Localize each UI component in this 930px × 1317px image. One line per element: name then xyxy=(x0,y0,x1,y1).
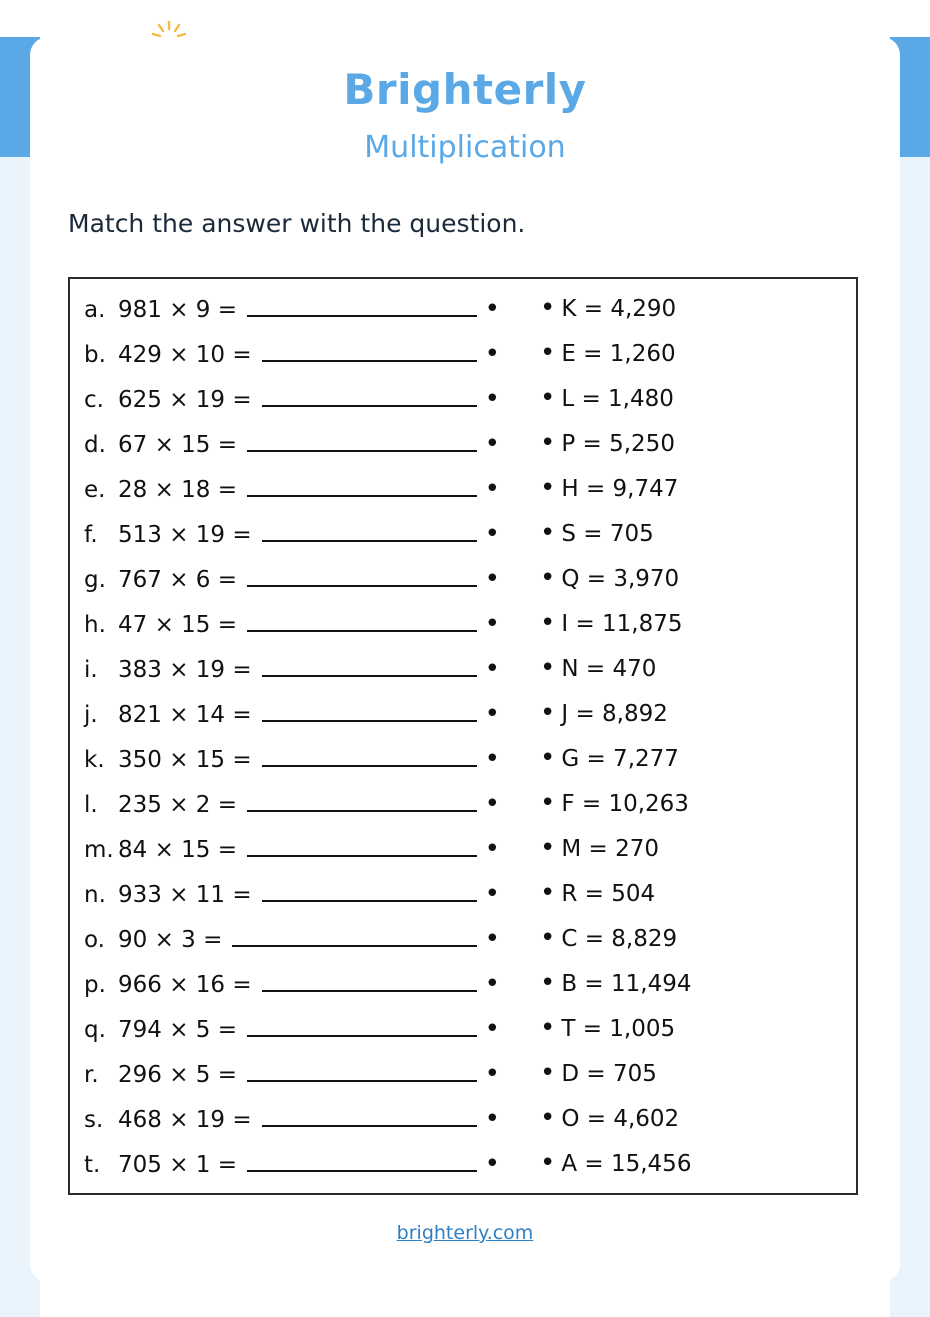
match-dot[interactable]: • xyxy=(540,1058,556,1088)
match-dot[interactable]: • xyxy=(484,564,500,594)
question-row xyxy=(84,610,500,655)
question-expression: 767 × 6 = xyxy=(118,567,238,593)
answer-text: S = 705 xyxy=(561,521,654,547)
question-label: o. xyxy=(84,927,105,953)
question-label: h. xyxy=(84,612,106,638)
match-dot[interactable]: • xyxy=(540,923,556,953)
question-row xyxy=(84,565,500,610)
question-label: q. xyxy=(84,1017,106,1043)
question-expression: 235 × 2 = xyxy=(118,792,238,818)
question-row xyxy=(84,790,500,835)
question-label: e. xyxy=(84,477,106,503)
answer-text: O = 4,602 xyxy=(561,1106,680,1132)
answer-row[interactable] xyxy=(540,970,856,1015)
answer-row[interactable] xyxy=(540,655,856,700)
answer-row[interactable] xyxy=(540,880,856,925)
match-dot[interactable]: • xyxy=(540,968,556,998)
question-row xyxy=(84,745,500,790)
match-dot[interactable]: • xyxy=(484,834,500,864)
question-label: t. xyxy=(84,1152,101,1178)
answer-blank[interactable] xyxy=(247,295,477,317)
answers-column xyxy=(500,279,856,1193)
answer-row[interactable] xyxy=(540,295,856,340)
question-expression: 933 × 11 = xyxy=(118,882,252,908)
question-row xyxy=(84,295,500,340)
worksheet-card xyxy=(30,37,900,1282)
answer-text: N = 470 xyxy=(561,656,657,682)
footer-link[interactable]: brighterly.com xyxy=(396,1222,534,1244)
match-dot[interactable]: • xyxy=(540,878,556,908)
answer-row[interactable] xyxy=(540,1105,856,1150)
answer-row[interactable] xyxy=(540,475,856,520)
match-dot[interactable]: • xyxy=(484,789,500,819)
question-row xyxy=(84,340,500,385)
question-row xyxy=(84,970,500,1015)
question-expression: 821 × 14 = xyxy=(118,702,252,728)
answer-row[interactable] xyxy=(540,925,856,970)
match-dot[interactable]: • xyxy=(540,743,556,773)
answer-row[interactable] xyxy=(540,520,856,565)
answer-blank[interactable] xyxy=(247,835,477,857)
question-expression: 47 × 15 = xyxy=(118,612,238,638)
answer-blank[interactable] xyxy=(262,1105,477,1127)
answer-row[interactable] xyxy=(540,385,856,430)
match-dot[interactable]: • xyxy=(540,608,556,638)
questions-column xyxy=(70,279,500,1193)
question-label: n. xyxy=(84,882,106,908)
match-dot[interactable]: • xyxy=(484,1149,500,1179)
answer-text: K = 4,290 xyxy=(561,296,677,322)
question-expression: 794 × 5 = xyxy=(118,1017,238,1043)
match-dot[interactable]: • xyxy=(484,474,500,504)
question-expression: 705 × 1 = xyxy=(118,1152,238,1178)
answer-row[interactable] xyxy=(540,835,856,880)
match-dot[interactable]: • xyxy=(540,563,556,593)
answer-text: A = 15,456 xyxy=(561,1151,692,1177)
match-dot[interactable]: • xyxy=(484,339,500,369)
question-row xyxy=(84,700,500,745)
answer-blank[interactable] xyxy=(247,1015,477,1037)
answer-text: P = 5,250 xyxy=(561,431,675,457)
answer-blank[interactable] xyxy=(262,970,477,992)
question-row xyxy=(84,520,500,565)
question-label: p. xyxy=(84,972,106,998)
question-label: c. xyxy=(84,387,104,413)
match-dot[interactable]: • xyxy=(540,293,556,323)
question-expression: 84 × 15 = xyxy=(118,837,238,863)
answer-text: D = 705 xyxy=(561,1061,657,1087)
match-dot[interactable]: • xyxy=(540,428,556,458)
answer-row[interactable] xyxy=(540,790,856,835)
answer-text: T = 1,005 xyxy=(561,1016,676,1042)
question-row xyxy=(84,475,500,520)
question-label: d. xyxy=(84,432,106,458)
question-label: j. xyxy=(84,702,98,728)
match-dot[interactable]: • xyxy=(540,833,556,863)
answer-row[interactable] xyxy=(540,1150,856,1195)
question-row xyxy=(84,1060,500,1105)
question-label: g. xyxy=(84,567,106,593)
question-row xyxy=(84,655,500,700)
match-dot[interactable]: • xyxy=(484,699,500,729)
match-dot[interactable]: • xyxy=(484,609,500,639)
answer-blank[interactable] xyxy=(262,655,477,677)
question-label: a. xyxy=(84,297,106,323)
answer-row[interactable] xyxy=(540,565,856,610)
match-dot[interactable]: • xyxy=(540,518,556,548)
question-expression: 383 × 19 = xyxy=(118,657,252,683)
answer-text: J = 8,892 xyxy=(561,701,668,727)
answer-text: I = 11,875 xyxy=(561,611,683,637)
brand-name: Brighterly xyxy=(343,65,587,114)
answer-text: L = 1,480 xyxy=(561,386,674,412)
question-row xyxy=(84,385,500,430)
question-label: i. xyxy=(84,657,98,683)
answer-text: M = 270 xyxy=(561,836,659,862)
answer-blank[interactable] xyxy=(262,700,477,722)
match-dot[interactable]: • xyxy=(484,384,500,414)
question-label: s. xyxy=(84,1107,104,1133)
question-row xyxy=(84,430,500,475)
brand-logo xyxy=(30,37,900,114)
answer-row[interactable] xyxy=(540,430,856,475)
answer-text: Q = 3,970 xyxy=(561,566,680,592)
question-expression: 429 × 10 = xyxy=(118,342,252,368)
answer-blank[interactable] xyxy=(247,565,477,587)
answer-text: G = 7,277 xyxy=(561,746,679,772)
question-expression: 625 × 19 = xyxy=(118,387,252,413)
match-dot[interactable]: • xyxy=(484,429,500,459)
answer-blank[interactable] xyxy=(247,430,477,452)
match-dot[interactable]: • xyxy=(540,383,556,413)
match-dot[interactable]: • xyxy=(484,924,500,954)
question-expression: 966 × 16 = xyxy=(118,972,252,998)
question-label: f. xyxy=(84,522,98,548)
answer-text: E = 1,260 xyxy=(561,341,676,367)
question-expression: 67 × 15 = xyxy=(118,432,238,458)
question-expression: 513 × 19 = xyxy=(118,522,252,548)
question-label: r. xyxy=(84,1062,99,1088)
match-dot[interactable]: • xyxy=(484,879,500,909)
question-label: l. xyxy=(84,792,98,818)
match-dot[interactable]: • xyxy=(484,969,500,999)
match-dot[interactable]: • xyxy=(540,473,556,503)
question-row xyxy=(84,925,500,970)
answer-row[interactable] xyxy=(540,745,856,790)
question-label: b. xyxy=(84,342,106,368)
match-dot[interactable]: • xyxy=(484,654,500,684)
question-row xyxy=(84,1015,500,1060)
match-dot[interactable]: • xyxy=(540,1103,556,1133)
question-expression: 296 × 5 = xyxy=(118,1062,238,1088)
answer-text: F = 10,263 xyxy=(561,791,689,817)
answer-row[interactable] xyxy=(540,700,856,745)
match-dot[interactable]: • xyxy=(484,744,500,774)
match-dot[interactable]: • xyxy=(540,698,556,728)
page-title: Multiplication xyxy=(364,130,566,165)
question-expression: 981 × 9 = xyxy=(118,297,238,323)
question-row xyxy=(84,1105,500,1150)
answer-blank[interactable] xyxy=(247,475,477,497)
answer-blank[interactable] xyxy=(247,1060,477,1082)
answer-row[interactable] xyxy=(540,340,856,385)
question-expression: 350 × 15 = xyxy=(118,747,252,773)
question-row xyxy=(84,835,500,880)
answer-text: B = 11,494 xyxy=(561,971,692,997)
match-dot[interactable]: • xyxy=(484,294,500,324)
match-dot[interactable]: • xyxy=(484,519,500,549)
answer-row[interactable] xyxy=(540,1060,856,1105)
match-dot[interactable]: • xyxy=(540,1148,556,1178)
answer-blank[interactable] xyxy=(262,340,477,362)
answer-blank[interactable] xyxy=(262,520,477,542)
match-dot[interactable]: • xyxy=(540,788,556,818)
question-row xyxy=(84,1150,500,1195)
sun-icon xyxy=(152,21,186,43)
answer-text: H = 9,747 xyxy=(561,476,679,502)
match-dot[interactable]: • xyxy=(484,1059,500,1089)
question-expression: 28 × 18 = xyxy=(118,477,238,503)
answer-text: C = 8,829 xyxy=(561,926,678,952)
instruction-text: Match the answer with the question. xyxy=(68,209,526,238)
question-expression: 90 × 3 = xyxy=(118,927,223,953)
match-dot[interactable]: • xyxy=(540,653,556,683)
answer-blank[interactable] xyxy=(247,1150,477,1172)
answer-text: R = 504 xyxy=(561,881,656,907)
match-dot[interactable]: • xyxy=(540,338,556,368)
question-label: k. xyxy=(84,747,105,773)
matching-exercise-box xyxy=(68,277,858,1195)
answer-blank[interactable] xyxy=(247,790,477,812)
match-dot[interactable]: • xyxy=(484,1104,500,1134)
question-row xyxy=(84,880,500,925)
answer-row[interactable] xyxy=(540,1015,856,1060)
answer-row[interactable] xyxy=(540,610,856,655)
question-label: m. xyxy=(84,837,114,863)
answer-blank[interactable] xyxy=(232,925,476,947)
answer-blank[interactable] xyxy=(262,385,477,407)
match-dot[interactable]: • xyxy=(484,1014,500,1044)
match-dot[interactable]: • xyxy=(540,1013,556,1043)
answer-blank[interactable] xyxy=(262,880,477,902)
answer-blank[interactable] xyxy=(247,610,477,632)
question-expression: 468 × 19 = xyxy=(118,1107,252,1133)
answer-blank[interactable] xyxy=(262,745,477,767)
